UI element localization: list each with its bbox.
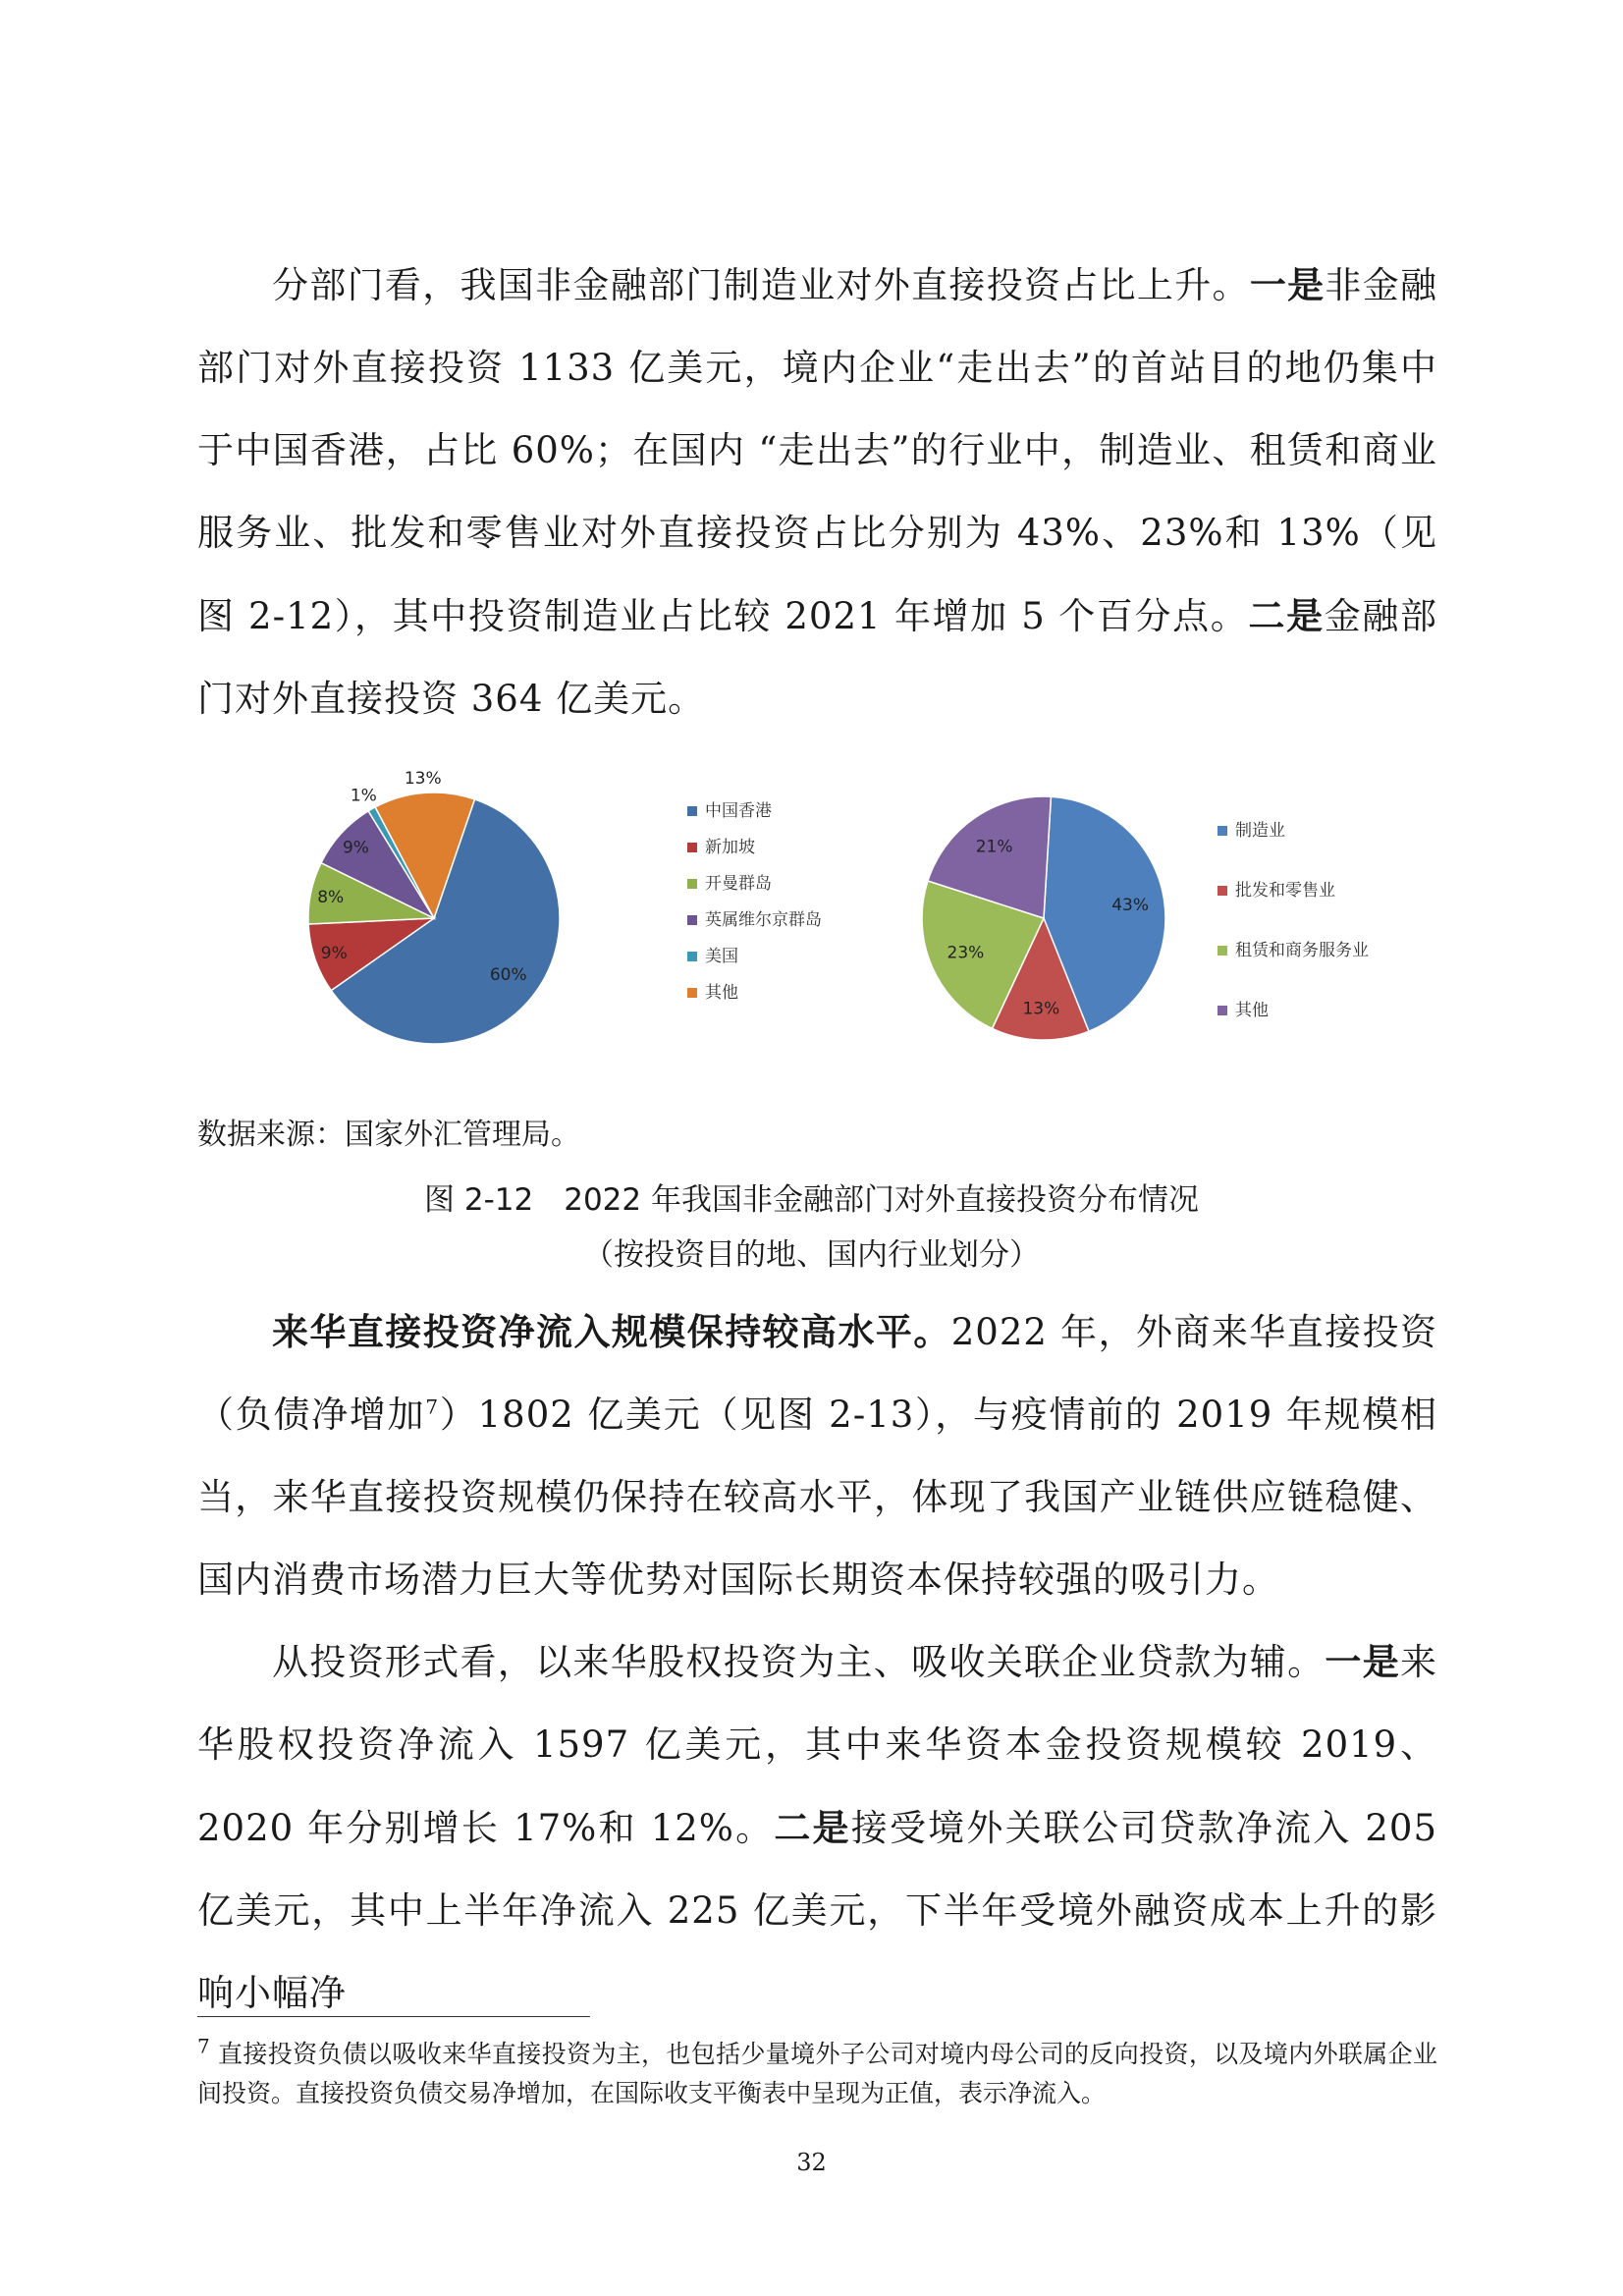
pie-data-label: 21% bbox=[975, 837, 1013, 857]
footnote-divider bbox=[197, 2016, 590, 2017]
footnote-mark: 7 bbox=[197, 2034, 210, 2058]
footnote-reference[interactable]: 7 bbox=[425, 1394, 440, 1419]
pie-data-label: 13% bbox=[404, 769, 442, 790]
legend-label: 租赁和商务服务业 bbox=[1235, 941, 1369, 960]
data-source: 数据来源：国家外汇管理局。 bbox=[197, 1118, 580, 1152]
pie-legend-1 bbox=[687, 801, 822, 1003]
paragraph-investment-form bbox=[197, 1620, 1437, 2035]
pie-data-label: 9% bbox=[320, 943, 348, 963]
pie-legend-2 bbox=[1217, 821, 1369, 1020]
pie-chart-1 bbox=[308, 769, 822, 1044]
legend-swatch bbox=[687, 843, 697, 852]
paragraph-text: 金融部门对外直接投资 364 亿美元。 bbox=[197, 595, 1437, 720]
legend-swatch bbox=[687, 988, 697, 998]
figure-caption: 图 2-12 2022 年我国非金融部门对外直接投资分布情况 bbox=[424, 1182, 1199, 1218]
pie-data-label: 13% bbox=[1022, 999, 1060, 1019]
paragraph-inbound-investment bbox=[197, 1290, 1437, 1621]
pie-data-label: 9% bbox=[342, 838, 369, 858]
legend-swatch bbox=[687, 952, 697, 961]
pie-data-label: 43% bbox=[1111, 895, 1150, 915]
footnote bbox=[197, 2035, 1437, 2113]
paragraph-heading: 来华直接投资净流入规模保持较高水平。 bbox=[272, 1310, 951, 1353]
emphasis-first: 一是 bbox=[1249, 263, 1325, 306]
paragraph-text: 来华股权投资净流入 1597 亿美元，其中来华资本金投资规模较 2019、2020 年分别增长 17%和 12%。 bbox=[197, 1641, 1438, 1849]
legend-swatch bbox=[687, 806, 697, 816]
paragraph-text: 非金融部门对外直接投资 1133 亿美元，境内企业“走出去”的首站目的地仍集中于中国香港，占比 60%；在国内 “走出去”的行业中，制造业、租赁和商业服务业、批发和零售业对外直接投资占比分别为 43%、23%和 13%（见图 2-12），其中投资制造业占比较 2021 年增加 5 个百分点。 bbox=[197, 264, 1438, 637]
legend-swatch bbox=[1217, 946, 1227, 956]
legend-label: 中国香港 bbox=[705, 801, 772, 821]
pie-data-label: 60% bbox=[489, 964, 527, 985]
emphasis-second: 二是 bbox=[1248, 594, 1325, 637]
legend-swatch bbox=[687, 879, 697, 889]
paragraph-outbound-investment bbox=[197, 244, 1437, 740]
legend-label: 英属维尔京群岛 bbox=[705, 910, 822, 930]
figure-subcaption: （按投资目的地、国内行业划分） bbox=[583, 1237, 1040, 1273]
legend-label: 制造业 bbox=[1235, 821, 1285, 841]
page-number: 32 bbox=[796, 2149, 827, 2176]
legend-swatch bbox=[1217, 826, 1227, 836]
pie-data-label: 1% bbox=[350, 786, 377, 806]
legend-label: 其他 bbox=[1235, 1001, 1269, 1020]
legend-label: 其他 bbox=[705, 983, 738, 1003]
paragraph-text: 从投资形式看，以来华股权投资为主、吸收关联企业贷款为辅。 bbox=[272, 1641, 1325, 1683]
legend-label: 开曼群岛 bbox=[705, 874, 772, 894]
legend-label: 新加坡 bbox=[705, 838, 755, 857]
legend-swatch bbox=[1217, 886, 1227, 896]
legend-swatch bbox=[687, 915, 697, 925]
footnote-text: 直接投资负债以吸收来华直接投资为主，也包括少量境外子公司对境内母公司的反向投资，以及境内外联属企业间投资。直接投资负债交易净增加，在国际收支平衡表中呈现为正值，表示净流入。 bbox=[197, 2040, 1437, 2107]
legend-swatch bbox=[1217, 1006, 1227, 1015]
legend-label: 美国 bbox=[705, 947, 738, 966]
pie-data-label: 8% bbox=[317, 888, 345, 908]
pie-chart-2 bbox=[922, 796, 1369, 1040]
paragraph-text: 接受境外关联公司贷款净流入 205 亿美元，其中上半年净流入 225 亿美元，下半年受境外融资成本上升的影响小幅净 bbox=[197, 1807, 1437, 2014]
emphasis-second: 二是 bbox=[774, 1806, 851, 1849]
paragraph-text: ）1802 亿美元（见图 2-13），与疫情前的 2019 年规模相当，来华直接投资规模仍保持在较高水平，体现了我国产业链供应链稳健、国内消费市场潜力巨大等优势对国际长期资本保持较强的吸引力。 bbox=[197, 1394, 1437, 1601]
figure-2-12-charts bbox=[295, 756, 1434, 1080]
paragraph-text: 2022 年，外商来华直接投资（负债净增加 bbox=[197, 1311, 1437, 1436]
pie-data-label: 23% bbox=[947, 943, 985, 963]
emphasis-first: 一是 bbox=[1325, 1640, 1401, 1683]
paragraph-text: 分部门看，我国非金融部门制造业对外直接投资占比上升。 bbox=[272, 264, 1250, 306]
legend-label: 批发和零售业 bbox=[1235, 881, 1335, 901]
